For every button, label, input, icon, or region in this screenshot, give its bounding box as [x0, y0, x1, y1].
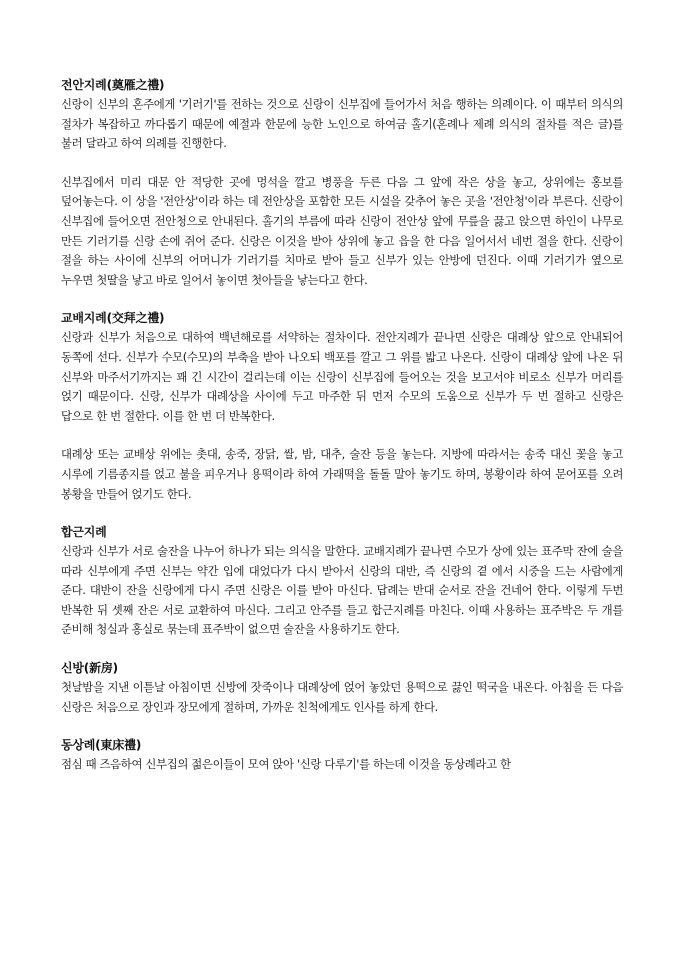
paragraph: 대례상 또는 교배상 위에는 촛대, 송죽, 장닭, 쌀, 밤, 대추, 술잔 등을 놓는다. 지방에 따라서는 송죽 대신 꽃을 놓고 시루에 기름종지를 얹고 불을 피우거나 용떡이라 하여 가래떡을 돌돌 말아 놓기도 하며, 봉황이라 하여 문어포를 오려 봉황을 만들어 얹기도 한다. [61, 447, 623, 501]
paragraph: 첫날밤을 지낸 이튿날 아침이면 신방에 잣죽이나 대례상에 얹어 놓았던 용떡으로 끓인 떡국을 내온다. 아침을 든 다음 신랑은 처음으로 장인과 장모에게 절하며, 가까운 친척에게도 인사를 하게 한다. [61, 680, 623, 714]
paragraph: 신랑과 신부가 서로 술잔을 나누어 하나가 되는 의식을 말한다. 교배지례가 끝나면 수모가 상에 있는 표주막 잔에 술을 따라 신부에게 주면 신부는 약간 입에 대었다가 다시 받아서 신랑의 대반, 즉 신랑의 곁 에서 시중을 드는 사람에게 준다. 대반이 잔을 신랑에게 다시 주면 신랑은 이를 받아 마신다. 답례는 반대 순서로 잔을 건네어 한다. 이렇게 두번 반복한 뒤 셋째 잔은 서로 교환하여 마신다. 그리고 안주를 들고 합근지례를 마친다. 이때 사용하는 표주박은 두 개를 준비해 청실과 홍실로 묶는데 표주박이 없으면 술잔을 사용하기도 한다. [61, 544, 623, 637]
section-heading: 전안지례(奠雁之禮) [61, 78, 165, 92]
section-spacer [61, 640, 623, 659]
section-heading: 교배지례(交拜之禮) [61, 311, 165, 326]
section-spacer [61, 290, 623, 309]
section-spacer [61, 717, 623, 736]
section-heading: 신방(新房) [61, 661, 118, 676]
section-heading: 합근지례 [61, 525, 107, 540]
paragraph: 신부집에서 미리 대문 안 적당한 곳에 멍석을 깔고 병풍을 두른 다음 그 앞에 작은 상을 놓고, 상위에는 홍보를 덮어놓는다. 이 상을 '전안상'이라 하는 데 전안상을 포함한 모든 시설을 갖추어 놓은 곳을 '전안청'이라 부른다. 신랑이 신부집에 들어오면 전안청으로 안내된다. 홀기의 부름에 따라 신랑이 전안상 앞에 무릎을 끓고 앉으면 하인이 나무로 만든 기러기를 신랑 손에 쥐어 준다. 신랑은 이것을 받아 상위에 놓고 읍을 한 다음 일어서서 네번 절을 한다. 신랑이 절을 하는 사이에 신부의 어머니가 기러기를 치마로 받아 들고 신부가 있는 안방에 던진다. 이때 기러기가 옆으로 누우면 첫딸을 낳고 바로 일어서 놓이면 첫아들을 낳는다고 한다. [61, 174, 623, 287]
paragraph: 신랑이 신부의 혼주에게 '기러기'를 전하는 것으로 신랑이 신부집에 들어가서 처음 행하는 의례이다. 이 때부터 의식의 절차가 복잡하고 까다롭기 때문에 예절과 한문에 능한 노인으로 하여금 홀기(혼례나 제례 의식의 절차를 적은 글)를 불러 달라고 하여 의례를 진행한다. [61, 97, 623, 151]
section-spacer [61, 504, 623, 523]
paragraph: 점심 때 즈음하여 신부집의 젊은이들이 모여 앉아 '신랑 다루기'를 하는데 이것을 동상례라고 한 [61, 757, 511, 772]
section-sinbang [61, 659, 623, 717]
paragraph: 신랑과 신부가 처음으로 대하여 백년해로를 서약하는 절차이다. 전안지례가 끝나면 신랑은 대례상 앞으로 안내되어 동쪽에 선다. 신부가 수모(수모)의 부축을 받아 나오되 백포를 깔고 그 위를 밟고 나온다. 신랑이 대례상 앞에 나온 뒤 신부와 마주서기까지는 꽤 긴 시간이 걸리는데 이는 신랑이 신부집에 들어오는 것을 보고서야 비로소 신부가 머리를 얹기 때문이다. 신랑, 신부가 대례상을 사이에 두고 마주한 뒤 먼저 수모의 도움으로 신부가 두 번 절하고 신랑은 답으로 한 번 절한다. 이를 한 번 더 반복한다. [61, 330, 623, 423]
section-jeonan [61, 76, 623, 290]
section-hapgeun [61, 523, 623, 640]
document-page [61, 76, 623, 775]
paragraph-spacer [61, 154, 623, 173]
section-dongsang [61, 736, 623, 775]
section-gyobae [61, 309, 623, 504]
paragraph-spacer [61, 426, 623, 445]
section-heading: 동상례(東床禮) [61, 738, 142, 753]
